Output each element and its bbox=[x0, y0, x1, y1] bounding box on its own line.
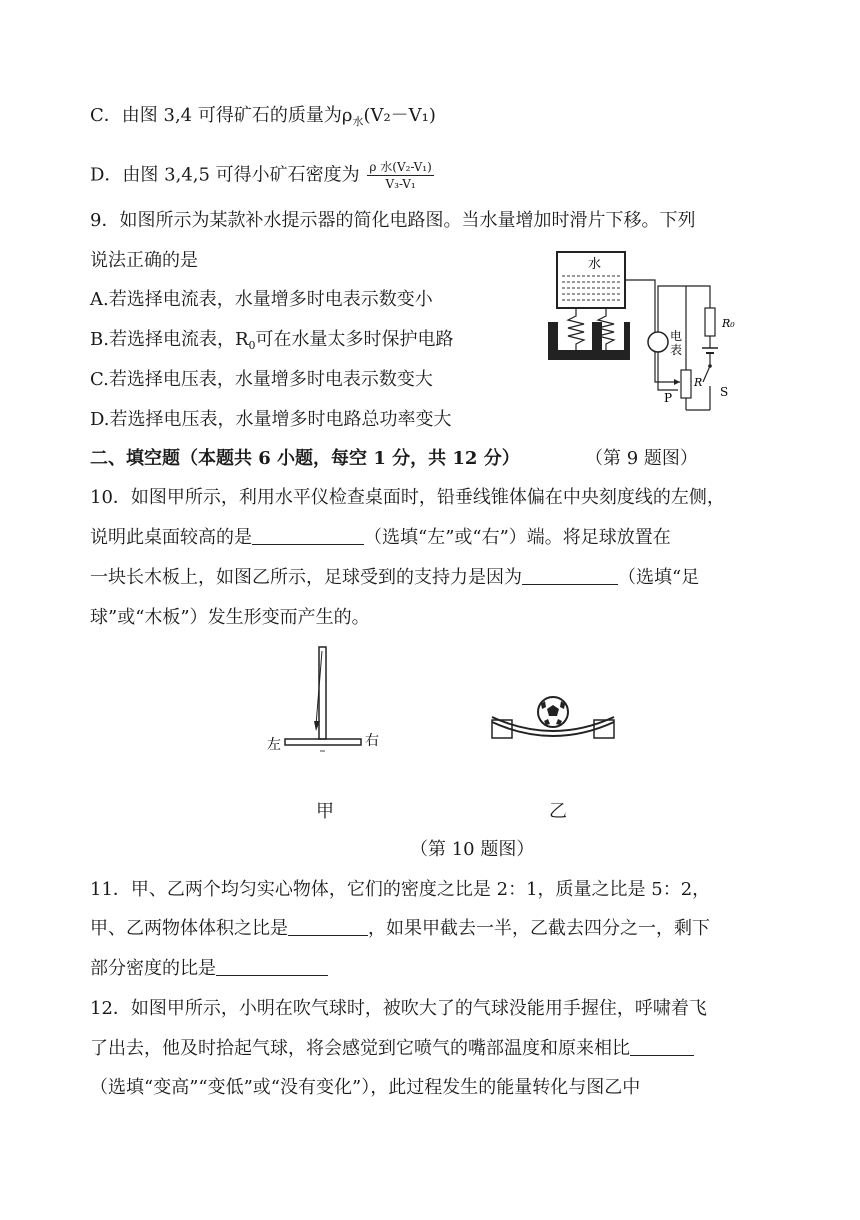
water-label: 水 bbox=[588, 257, 602, 272]
svg-text:电: 电 bbox=[670, 329, 683, 343]
density-fraction: $\frac{\text{ρ 水(V₂-V₁)}}{\text{V₃-V₁}}$ bbox=[369, 160, 432, 191]
fig-left-label: 左 bbox=[267, 737, 281, 753]
q11-blank-2[interactable] bbox=[216, 957, 328, 976]
svg-text:R₀: R₀ bbox=[722, 317, 735, 330]
q11-blank-1[interactable] bbox=[288, 917, 368, 936]
q12-line1: 12．如图甲所示，小明在吹气球时，被吹大了的气球没能用手握住，呼啸着飞 bbox=[90, 998, 707, 1019]
q10-figure-caption: （第 10 题图） bbox=[410, 839, 535, 860]
label-jia: 甲 bbox=[316, 801, 334, 822]
svg-text:R: R bbox=[694, 376, 703, 389]
q11-line2: 甲、乙两物体体积之比是 ，如果甲截去一半，乙截去四分之一，剩下 bbox=[90, 918, 710, 939]
meter bbox=[648, 332, 668, 352]
q10-line4: 球”或“木板”）发生形变而产生的。 bbox=[90, 607, 370, 628]
q12-blank-1[interactable] bbox=[630, 1037, 694, 1056]
svg-text:表: 表 bbox=[670, 343, 683, 357]
level-post bbox=[319, 647, 326, 739]
q9-stem-line1: 9．如图所示为某款补水提示器的简化电路图。当水量增加时滑片下移。下列 bbox=[90, 210, 696, 231]
q10-line2: 说明此桌面较高的是 （选填“左”或“右”）端。将足球放置在 bbox=[90, 527, 671, 548]
svg-text:S: S bbox=[720, 385, 729, 399]
left-spring bbox=[568, 308, 584, 350]
svg-text:P: P bbox=[664, 391, 673, 405]
q12-line2: 了出去，他及时拾起气球，将会感觉到它喷气的嘴部温度和原来相比 bbox=[90, 1037, 694, 1061]
q11-line1: 11．甲、乙两个均匀实心物体，它们的密度之比是 2：1，质量之比是 5：2， bbox=[90, 879, 711, 900]
q9-stem-line2: 说法正确的是 bbox=[90, 250, 198, 271]
q10-blank-2[interactable] bbox=[522, 566, 618, 585]
switch bbox=[703, 366, 710, 382]
fig-right-label: 右 bbox=[365, 733, 379, 749]
left-base bbox=[548, 322, 596, 360]
q11-line3: 部分密度的比是 bbox=[90, 957, 328, 981]
slider-resistor bbox=[681, 370, 691, 398]
q9-option-a: A.若选择电流表，水量增多时电表示数变小 bbox=[90, 289, 433, 310]
soccer-ball-icon bbox=[538, 697, 568, 727]
level-base bbox=[285, 739, 361, 745]
q8-option-c: C．由图 3,4 可得矿石的质量为$\rho_水(V_2-V_1)$ bbox=[90, 105, 436, 128]
section2-title: 二、填空题（本题共 6 小题，每空 1 分，共 12 分） bbox=[90, 448, 520, 469]
q10-line1: 10．如图甲所示，利用水平仪检查桌面时，铅垂线锥体偏在中央刻度线的左侧， bbox=[90, 487, 725, 508]
q10-line3: 一块长木板上，如图乙所示，足球受到的支持力是因为 （选填“足 bbox=[90, 567, 700, 588]
q9-option-b: B.若选择电流表，$R_0$可在水量太多时保护电路 bbox=[90, 329, 454, 352]
r0-resistor bbox=[705, 308, 715, 336]
q9-figure-caption: （第 9 题图） bbox=[585, 448, 698, 469]
q9-circuit-figure bbox=[540, 250, 740, 415]
label-yi: 乙 bbox=[549, 801, 567, 822]
q9-option-c: C.若选择电压表，水量增多时电表示数变大 bbox=[90, 369, 433, 390]
q8-option-d: D．由图 3,4,5 可得小矿石密度为 $\frac{\text{ρ 水(V₂-V₁)}}{\text{V₃-V₁}}$ bbox=[90, 160, 432, 191]
q12-line3: （选填“变高”“变低”或“没有变化”），此过程发生的能量转化与图乙中 bbox=[90, 1077, 641, 1098]
q9-option-d: D.若选择电压表，水量增多时电路总功率变大 bbox=[90, 409, 452, 430]
q10-level-figure bbox=[265, 645, 390, 760]
q10-ball-figure bbox=[488, 690, 630, 745]
q10-blank-1[interactable] bbox=[252, 526, 364, 545]
